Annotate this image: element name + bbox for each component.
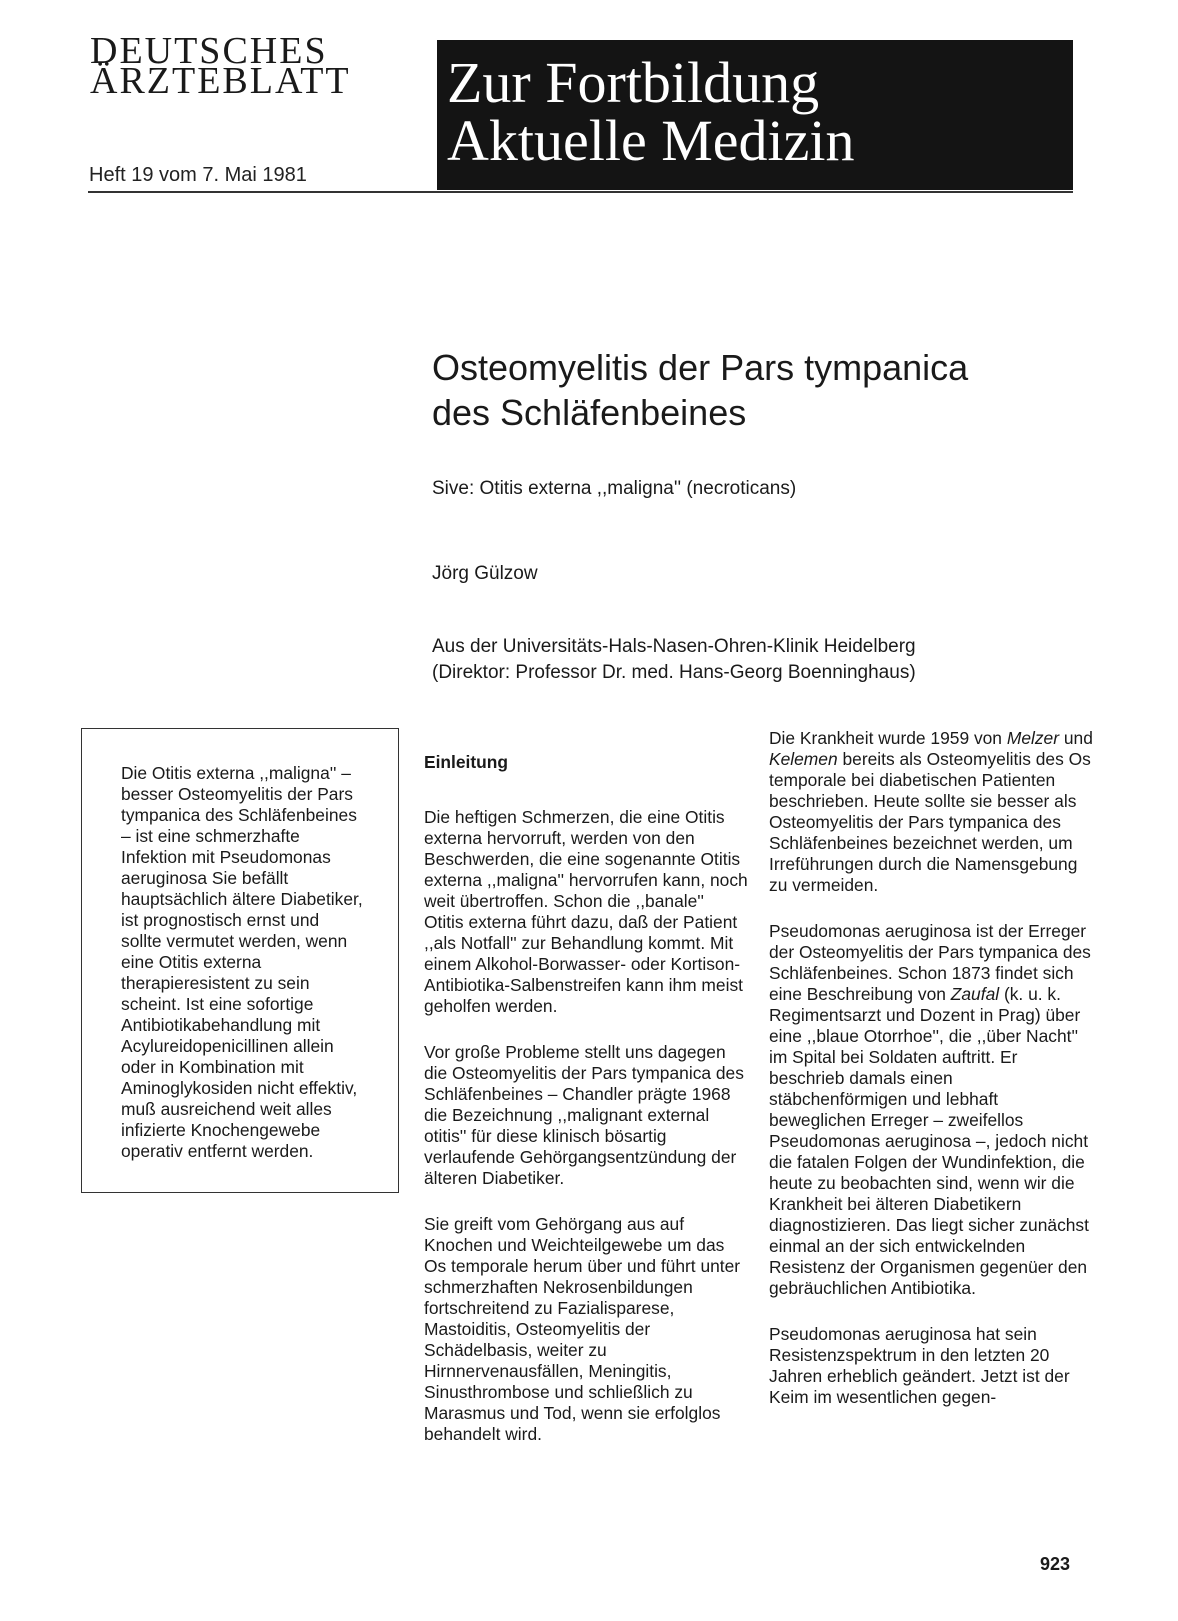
affiliation-line1: Aus der Universitäts-Hals-Nasen-Ohren-Klinik Heidelberg — [432, 636, 916, 657]
text-run: bereits als Osteomyelitis des Os temporale bei diabetischen Patienten beschrieben. Heute sollte sie besser als Osteomyelitis der Pars tympanica des Schläfenbeines bezeichnet werden, um Irreführungen durch die Namensgebung zu vermeiden. — [769, 749, 1091, 895]
paragraph: Die heftigen Schmerzen, die eine Otitis externa hervorruft, werden von den Beschwerden, die eine sogenannte Otitis externa ,,maligna'' hervorrufen kann, noch weit übertroffen. Schon die ,,banale'' Otitis externa führt dazu, daß der Patient ,,als Notfall'' zur Behandlung kommt. Mit einem Alkohol-Borwasser- oder Kortison-Antibiotika-Salbenstreifen kann ihm meist geholfen werden. — [424, 807, 748, 1016]
abstract-text: Die Otitis externa ,,maligna'' – besser Osteomyelitis der Pars tympanica des Schläfenbeines – ist eine schmerzhafte Infektion mit Pseudomonas aeruginosa Sie befällt hauptsächlich ältere Diabetiker, ist prognostisch ernst und sollte vermutet werden, wenn eine Otitis externa therapieresistent zu sein scheint. Ist eine sofortige Antibiotikabehandlung mit Acylureidopenicillinen allein oder in Kombination mit Aminoglykosiden nicht effektiv, muß ausreichend weit alles infizierte Knochengewebe operativ entfernt werden. — [121, 763, 363, 1161]
issue-info: Heft 19 vom 7. Mai 1981 — [89, 164, 307, 186]
paragraph — [769, 921, 1093, 1299]
abstract-box — [81, 728, 399, 1193]
author-citation: Melzer — [1006, 728, 1060, 748]
banner-line1: Zur Fortbildung — [447, 50, 820, 115]
affiliation — [432, 634, 916, 686]
text-run: Pseudomonas aeruginosa ist der Erreger der Osteomyelitis der Pars tympanica des Schläfenbeines. Schon 1873 findet sich eine Beschreibung von — [769, 921, 1091, 1004]
text-run: (k. u. k. Regimentsarzt und Dozent in Prag) über eine ,,blaue Otorrhoe'', die ,,über Nacht'' im Spital bei Soldaten auftritt. Er beschrieb damals einen stäbchenförmigen und lebhaft beweglichen Erreger – zweifellos Pseudomonas aeruginosa –, jedoch nicht die fatalen Folgen der Wundinfektion, die heute zu beobachten sind, wenn wir die Krankheit bei älteren Diabetikern diagnostizieren. Das liegt sicher zunächst einmal an der sich entwickelnden Resistenz der Organismen gegenüer den gebräuchlichen Antibiotika. — [769, 984, 1089, 1298]
journal-name-line2: ÄRZTEBLATT — [90, 60, 351, 102]
author-citation: Zaufal — [950, 984, 1000, 1004]
page-number: 923 — [1040, 1554, 1071, 1574]
title-line2: des Schläfenbeines — [432, 392, 747, 433]
section-banner — [437, 40, 1073, 190]
paragraph: Vor große Probleme stellt uns dagegen die Osteomyelitis der Pars tympanica des Schläfenbeines – Chandler prägte 1968 die Bezeichnung ,,malignant external otitis'' für diese klinisch bösartig verlaufende Gehörgangsentzündung der älteren Diabetiker. — [424, 1042, 744, 1188]
article-title — [432, 345, 1092, 435]
title-line1: Osteomyelitis der Pars tympanica — [432, 347, 969, 388]
paragraph — [769, 728, 1093, 896]
text-run: Die Krankheit wurde 1959 von — [769, 728, 1007, 748]
article-subtitle: Sive: Otitis externa ,,maligna'' (necroticans) — [432, 478, 797, 499]
text-column-2 — [769, 728, 1093, 1433]
paragraph: Pseudomonas aeruginosa hat sein Resistenzspektrum in den letzten 20 Jahren erheblich geändert. Jetzt ist der Keim im wesentlichen gegen- — [769, 1324, 1070, 1407]
banner-line2: Aktuelle Medizin — [447, 108, 855, 173]
affiliation-line2: (Direktor: Professor Dr. med. Hans-Georg Boenninghaus) — [432, 662, 916, 683]
paragraph: Sie greift vom Gehörgang aus auf Knochen und Weichteilgewebe um das Os temporale herum über und führt unter schmerzhaften Nekrosenbildungen fortschreitend zu Fazialisparese, Mastoiditis, Osteomyelitis der Schädelbasis, weiter zu Hirnnervenausfällen, Meningitis, Sinusthrombose und schließlich zu Marasmus und Tod, wenn sie erfolglos behandelt wird. — [424, 1214, 741, 1444]
journal-name-line1: DEUTSCHES — [90, 30, 328, 72]
text-run: und — [1059, 728, 1093, 748]
author-name: Jörg Gülzow — [432, 563, 538, 584]
author-citation: Kelemen — [769, 749, 838, 769]
text-column-1 — [424, 752, 748, 1470]
header-rule — [88, 191, 1073, 193]
section-heading: Einleitung — [424, 752, 509, 772]
journal-masthead — [90, 30, 420, 102]
